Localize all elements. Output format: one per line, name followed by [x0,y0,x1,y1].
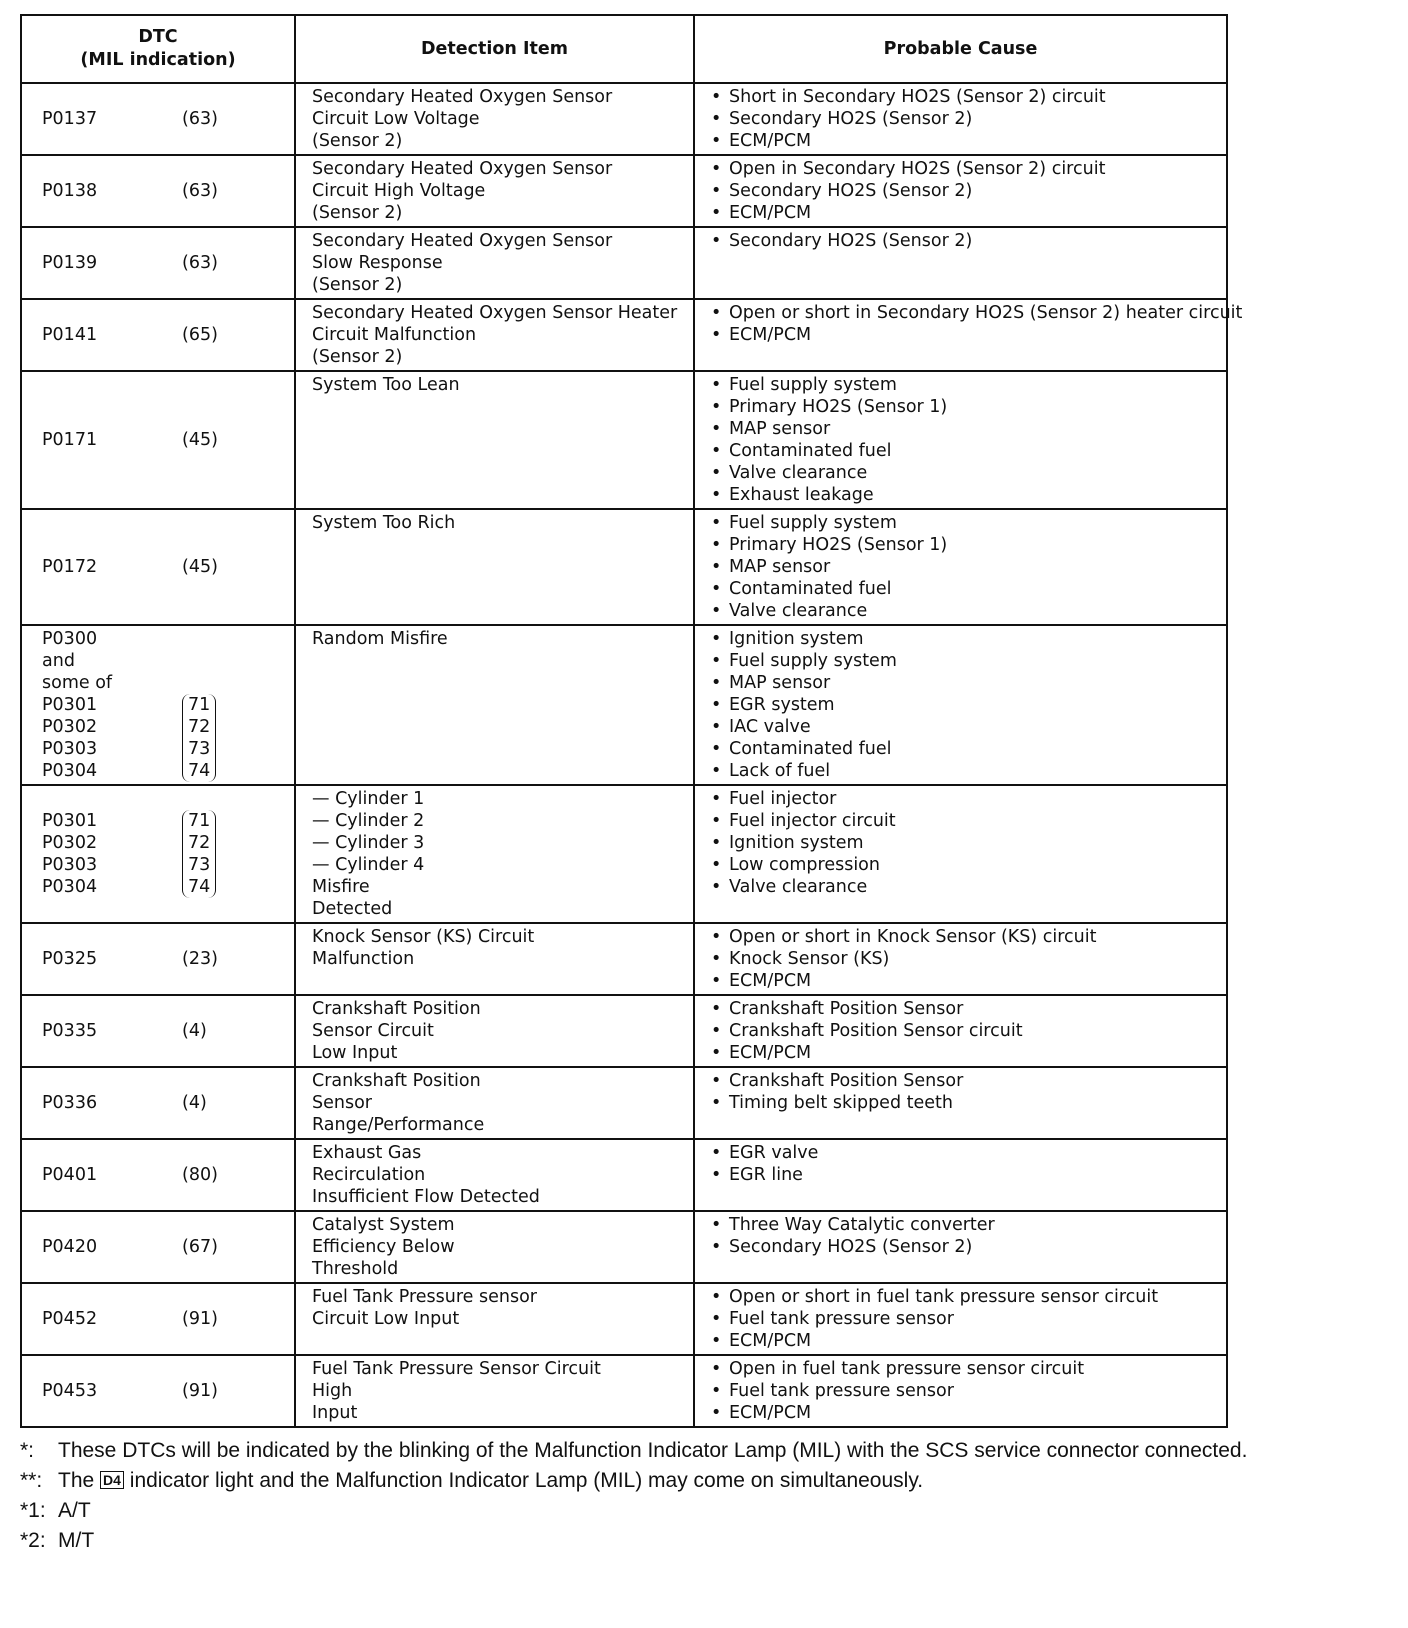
mil-indication: (80) [182,1165,218,1185]
dtc-cell [21,299,295,371]
cause-cell [694,1139,1227,1211]
detection-line: Sensor Circuit [312,1021,434,1041]
footnote-text [58,1436,1404,1466]
cause-item: • Ignition system [711,628,1216,650]
dtc-code: P0171 [42,430,98,450]
detection-line: (Sensor 2) [312,131,403,151]
d4-indicator-icon: D4 [100,1471,124,1489]
mil-indication: 71 [188,695,211,715]
detection-cell [295,1211,694,1283]
dtc-code-wrap [42,1092,284,1114]
dtc-code: P0453 [42,1381,98,1401]
dtc-code: P0420 [42,1237,98,1257]
detection-cell [295,923,694,995]
dtc-code-list [42,810,182,898]
detection-cell [295,1067,694,1139]
detection-line: Secondary Heated Oxygen Sensor [312,159,613,179]
dtc-cell [21,1211,295,1283]
dtc-cell [21,1139,295,1211]
detection-line: Crankshaft Position [312,1071,481,1091]
mil-indication: 73 [188,739,211,759]
dtc-code: some of [42,673,113,693]
cause-item: • Crankshaft Position Sensor circuit [711,1020,1216,1042]
detection-line: Random Misfire [312,629,448,649]
footnote-body: indicator light and the Malfunction Indicator Lamp (MIL) may come on simultaneously. [129,1469,924,1492]
detection-line: Sensor [312,1093,372,1113]
cause-item: • Primary HO2S (Sensor 1) [711,396,1216,418]
cause-item: • Contaminated fuel [711,440,1216,462]
detection-line: (Sensor 2) [312,347,403,367]
footnote-body: A/T [58,1499,91,1522]
detection-cell [295,785,694,923]
dtc-code-wrap [42,324,284,346]
cause-item: • Secondary HO2S (Sensor 2) [711,1236,1216,1258]
footnote [20,1436,1404,1466]
footnote-body: M/T [58,1529,95,1552]
detection-line: Knock Sensor (KS) Circuit [312,927,535,947]
cause-item: • ECM/PCM [711,202,1216,224]
detection-line: Circuit Malfunction [312,325,477,345]
mil-indication: 72 [188,833,211,853]
detection-line: Slow Response [312,253,443,273]
dtc-code: P0304 [42,761,98,781]
detection-line: (Sensor 2) [312,275,403,295]
dtc-cell [21,995,295,1067]
table-row [21,1355,1227,1427]
detection-line: Recirculation [312,1165,426,1185]
cause-item: • Open in fuel tank pressure sensor circuit [711,1358,1216,1380]
cause-item: • Contaminated fuel [711,578,1216,600]
dtc-code-wrap [42,948,284,970]
dtc-code-wrap [42,556,284,578]
dtc-code: P0304 [42,877,98,897]
mil-indication: 74 [188,761,211,781]
detection-line: Fuel Tank Pressure Sensor Circuit [312,1359,601,1379]
dtc-code-list [42,628,182,782]
header-cause: Probable Cause [694,15,1227,83]
dtc-code: P0138 [42,181,98,201]
mil-indication: (23) [182,949,218,969]
dtc-code-wrap [42,252,284,274]
cause-item: • Exhaust leakage [711,484,1216,506]
detection-line: Catalyst System [312,1215,455,1235]
mil-indication-list [182,628,252,782]
cause-item: • Contaminated fuel [711,738,1216,760]
dtc-code: P0452 [42,1309,98,1329]
mil-indication: (45) [182,557,218,577]
detection-line: Detected [312,899,393,919]
footnote-text [58,1496,1404,1526]
dtc-code-wrap [42,429,284,451]
dtc-cell [21,509,295,625]
cause-item: • Ignition system [711,832,1216,854]
cause-cell [694,625,1227,785]
cause-item: • ECM/PCM [711,970,1216,992]
detection-line: Secondary Heated Oxygen Sensor [312,87,613,107]
cause-item: • EGR system [711,694,1216,716]
footnote-mark: **: [20,1469,43,1492]
detection-cell [295,299,694,371]
cause-cell [694,785,1227,923]
dtc-code: P0141 [42,325,98,345]
table-row [21,1139,1227,1211]
detection-line: Circuit Low Input [312,1309,460,1329]
cause-item: • EGR valve [711,1142,1216,1164]
table-row [21,1283,1227,1355]
mil-indication: (4) [182,1021,207,1041]
footnote-text [58,1526,1404,1556]
detection-cell [295,371,694,509]
table-row [21,1067,1227,1139]
mil-bracket-group [182,810,216,898]
cause-cell [694,1211,1227,1283]
header-dtc [21,15,295,83]
cause-item: • Fuel supply system [711,650,1216,672]
dtc-cell [21,785,295,923]
cause-item: • Fuel injector [711,788,1216,810]
detection-line: Malfunction [312,949,415,969]
dtc-code-wrap [42,108,284,130]
table-row-misfire-random [21,625,1227,785]
cause-item: • Open in Secondary HO2S (Sensor 2) circuit [711,158,1216,180]
detection-line: — Cylinder 4 [312,854,683,876]
mil-indication: 74 [188,877,211,897]
mil-indication: (45) [182,430,218,450]
cause-item: • Valve clearance [711,876,1216,898]
detection-line: — Cylinder 3 [312,832,683,854]
cause-cell [694,1355,1227,1427]
cause-item: • Low compression [711,854,1216,876]
dtc-code: P0303 [42,855,98,875]
cause-item: • EGR line [711,1164,1216,1186]
table-row [21,371,1227,509]
cause-cell [694,1067,1227,1139]
cause-cell [694,995,1227,1067]
table-row [21,923,1227,995]
detection-line: Circuit Low Voltage [312,109,480,129]
cause-item: • Fuel tank pressure sensor [711,1380,1216,1402]
dtc-code-wrap [42,810,284,898]
dtc-code: P0302 [42,717,98,737]
cause-item: • ECM/PCM [711,1042,1216,1064]
dtc-cell [21,625,295,785]
detection-cell [295,1283,694,1355]
detection-line: Fuel Tank Pressure sensor [312,1287,537,1307]
table-header-row [21,15,1227,83]
cause-item: • Crankshaft Position Sensor [711,998,1216,1020]
detection-line: Threshold [312,1259,399,1279]
table-row [21,509,1227,625]
dtc-cell [21,227,295,299]
footnote [20,1496,1404,1526]
mil-indication-list [182,810,252,898]
dtc-cell [21,83,295,155]
mil-indication: 71 [188,811,211,831]
cause-item: • Knock Sensor (KS) [711,948,1216,970]
detection-cell [295,995,694,1067]
dtc-code-wrap [42,1308,284,1330]
mil-indication: (4) [182,1093,207,1113]
dtc-code: P0303 [42,739,98,759]
cause-item: • Valve clearance [711,462,1216,484]
cause-cell [694,509,1227,625]
header-detection: Detection Item [295,15,694,83]
footnotes [20,1436,1404,1556]
table-row [21,227,1227,299]
cause-cell [694,923,1227,995]
dtc-code-wrap [42,1164,284,1186]
dtc-cell [21,155,295,227]
dtc-cell [21,923,295,995]
table-row [21,995,1227,1067]
dtc-code-wrap [42,1020,284,1042]
cause-item: • ECM/PCM [711,1330,1216,1352]
cause-item: • Fuel supply system [711,374,1216,396]
detection-line: Crankshaft Position [312,999,481,1019]
cause-item: • Lack of fuel [711,760,1216,782]
cause-item: • Open or short in fuel tank pressure sensor circuit [711,1286,1216,1308]
cause-cell [694,371,1227,509]
header-dtc-line2: (MIL indication) [80,50,236,70]
cause-item: • Valve clearance [711,600,1216,622]
cause-item: • MAP sensor [711,418,1216,440]
cause-item: • ECM/PCM [711,130,1216,152]
mil-indication: 73 [188,855,211,875]
mil-indication: (63) [182,181,218,201]
cause-cell [694,1283,1227,1355]
table-row [21,83,1227,155]
detection-line: Secondary Heated Oxygen Sensor Heater [312,303,678,323]
footnote-mark: *2: [20,1529,46,1552]
table-row-misfire-cylinder [21,785,1227,923]
dtc-code: P0336 [42,1093,98,1113]
dtc-code: P0302 [42,833,98,853]
table-row [21,1211,1227,1283]
dtc-code: P0172 [42,557,98,577]
mil-indication: (91) [182,1309,218,1329]
cause-item: • Open or short in Secondary HO2S (Sensor 2) heater circuit [711,302,1216,324]
detection-line: — Cylinder 2 [312,810,683,832]
mil-indication: (67) [182,1237,218,1257]
cause-item: • IAC valve [711,716,1216,738]
detection-line: System Too Lean [312,375,460,395]
detection-line: (Sensor 2) [312,203,403,223]
detection-line: Insufficient Flow Detected [312,1187,540,1207]
dtc-code: P0335 [42,1021,98,1041]
cause-item: • MAP sensor [711,556,1216,578]
dtc-cell [21,371,295,509]
dtc-code: P0401 [42,1165,98,1185]
mil-indication: (63) [182,253,218,273]
detection-line: System Too Rich [312,513,456,533]
dtc-code: P0325 [42,949,98,969]
detection-line: Secondary Heated Oxygen Sensor [312,231,613,251]
cause-cell [694,299,1243,371]
mil-indication: (63) [182,109,218,129]
detection-line: Efficiency Below [312,1237,455,1257]
detection-line: High [312,1381,353,1401]
table-row [21,299,1227,371]
cause-item: • Fuel injector circuit [711,810,1216,832]
cause-item: • Short in Secondary HO2S (Sensor 2) circuit [711,86,1216,108]
dtc-code: P0139 [42,253,98,273]
detection-cell [295,509,694,625]
cause-cell [694,155,1227,227]
cause-item: • Secondary HO2S (Sensor 2) [711,180,1216,202]
dtc-cell [21,1067,295,1139]
footnote-pre: The [58,1469,95,1492]
dtc-code: and [42,651,75,671]
cause-item: • Secondary HO2S (Sensor 2) [711,230,1216,252]
document [20,14,1408,1556]
dtc-code: P0301 [42,695,98,715]
detection-cell [295,1355,694,1427]
cause-item: • Primary HO2S (Sensor 1) [711,534,1216,556]
table-body [21,83,1243,1427]
detection-line: Low Input [312,1043,398,1063]
dtc-code-wrap [42,1236,284,1258]
footnote-mark: *: [20,1439,35,1462]
dtc-code-wrap [42,628,284,782]
header-dtc-line1: DTC [138,27,178,47]
table-row [21,155,1227,227]
detection-line: Exhaust Gas [312,1143,422,1163]
dtc-cell [21,1283,295,1355]
cause-item: • Open or short in Knock Sensor (KS) circuit [711,926,1216,948]
dtc-cell [21,1355,295,1427]
cause-item: • Fuel tank pressure sensor [711,1308,1216,1330]
cause-cell [694,227,1227,299]
mil-indication: (91) [182,1381,218,1401]
mil-indication: (65) [182,325,218,345]
footnote-text [58,1466,1404,1496]
cause-item: • Fuel supply system [711,512,1216,534]
detection-cell [295,83,694,155]
dtc-code-wrap [42,1380,284,1402]
cause-cell [694,83,1227,155]
cause-item: • ECM/PCM [711,1402,1216,1424]
footnote [20,1526,1404,1556]
detection-line: Range/Performance [312,1115,485,1135]
detection-line: Input [312,1403,358,1423]
dtc-table [20,14,1243,1428]
detection-cell [295,155,694,227]
dtc-code-wrap [42,180,284,202]
mil-bracket-group [182,694,216,782]
footnote-mark: *1: [20,1499,46,1522]
detection-line: — Cylinder 1 [312,788,683,810]
detection-cell [295,1139,694,1211]
cause-item: • ECM/PCM [711,324,1216,346]
detection-cell [295,625,694,785]
cause-item: • Three Way Catalytic converter [711,1214,1216,1236]
detection-line: Circuit High Voltage [312,181,486,201]
cause-item: • Timing belt skipped teeth [711,1092,1216,1114]
mil-indication: 72 [188,717,211,737]
dtc-code: P0301 [42,811,98,831]
cause-item: • Crankshaft Position Sensor [711,1070,1216,1092]
detection-line: Misfire [312,877,370,897]
cause-item: • Secondary HO2S (Sensor 2) [711,108,1216,130]
cause-item: • MAP sensor [711,672,1216,694]
detection-cell [295,227,694,299]
dtc-code: P0300 [42,629,98,649]
footnote-body: These DTCs will be indicated by the blinking of the Malfunction Indicator Lamp (MIL) with the SCS service connector connected. [58,1439,1248,1462]
footnote [20,1466,1404,1496]
dtc-code: P0137 [42,109,98,129]
